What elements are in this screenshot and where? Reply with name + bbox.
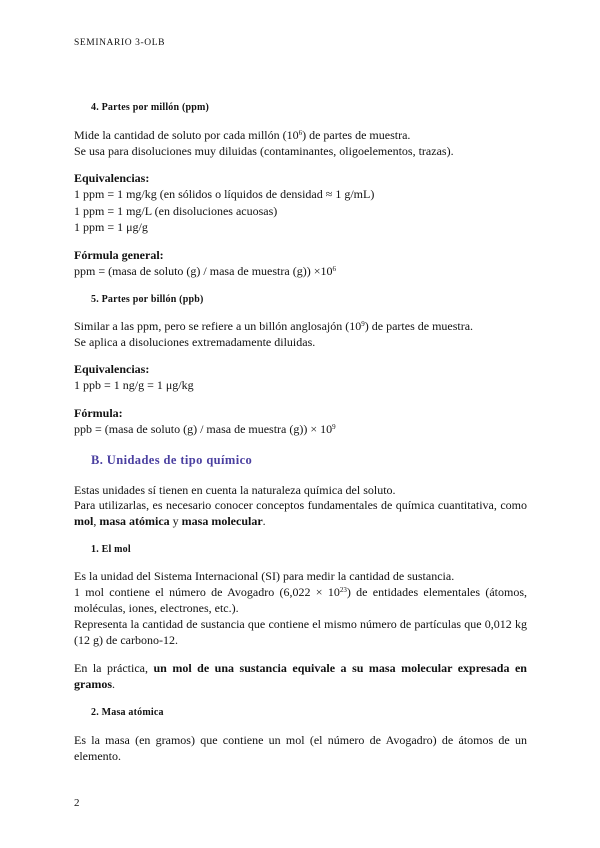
section-b-p1: Estas unidades sí tienen en cuenta la naturaleza química del soluto. <box>74 483 396 497</box>
section-1-p4: En la práctica, un mol de una sustancia equivale a su masa molecular expresada en gramos. <box>74 661 527 691</box>
section-b-p2: Para utilizarlas, es necesario conocer conceptos fundamentales de química cuantitativa, como mol, masa atómica y masa molecular. <box>74 498 527 528</box>
section-4-equiv-title: Equivalencias: <box>74 171 150 185</box>
page-number: 2 <box>74 797 80 809</box>
section-4-equiv-2: 1 ppm = 1 mg/L (en disoluciones acuosas) <box>74 204 278 218</box>
section-4-equiv-3: 1 ppm = 1 μg/g <box>74 220 148 234</box>
section-5-formula-title: Fórmula: <box>74 406 123 420</box>
section-4-desc1: Mide la cantidad de soluto por cada millón $(10^6)$ de partes de muestra. <box>74 128 411 142</box>
section-5-equiv-1: 1 ppb = 1 ng/g = 1 μg/kg <box>74 378 194 392</box>
section-5-desc1: Similar a las ppm, pero se refiere a un billón anglosajón $(10^9)$ de partes de muestra. <box>74 319 474 333</box>
section-1-p3: Representa la cantidad de sustancia que contiene el mismo número de partículas que 0,012 kg (12 g) de carbono-12. <box>74 617 527 647</box>
section-4-desc2: Se usa para disoluciones muy diluidas (contaminantes, oligoelementos, trazas). <box>74 144 454 158</box>
section-5-title: 5. Partes por billón (ppb) <box>91 294 204 305</box>
section-5-equiv-title: Equivalencias: <box>74 362 150 376</box>
section-4-title: 4. Partes por millón (ppm) <box>91 102 210 113</box>
section-1-p1: Es la unidad del Sistema Internacional (SI) para medir la cantidad de sustancia. <box>74 569 455 583</box>
section-5-formula: ppb = (masa de soluto (g) / masa de muestra $(g)) \times 10^9$ <box>74 422 336 436</box>
section-1-title: 1. El mol <box>91 544 131 555</box>
section-2-p1: Es la masa (en gramos) que contiene un mol (el número de Avogadro) de átomos de un elemento. <box>74 733 527 763</box>
running-header: SEMINARIO 3-OLB <box>74 38 166 48</box>
section-4-formula: ppm = (masa de soluto (g) / masa de muestra $(g)) \times 10^6$ <box>74 264 336 278</box>
section-4-formula-title: Fórmula general: <box>74 248 164 262</box>
section-2-title: 2. Masa atómica <box>91 707 164 718</box>
section-1-p2: 1 mol contiene el número de Avogadro $(6,022 \times 10^{23})$ de entidades elementales (átomos, moléculas, iones, electrones, etc.). <box>74 585 528 615</box>
section-b-title: B. Unidades de tipo químico <box>91 453 253 467</box>
section-4-equiv-1: 1 ppm = 1 mg/kg (en sólidos o líquidos de densidad ≈ 1 g/mL) <box>74 187 375 201</box>
section-5-desc2: Se aplica a disoluciones extremadamente diluidas. <box>74 335 316 349</box>
